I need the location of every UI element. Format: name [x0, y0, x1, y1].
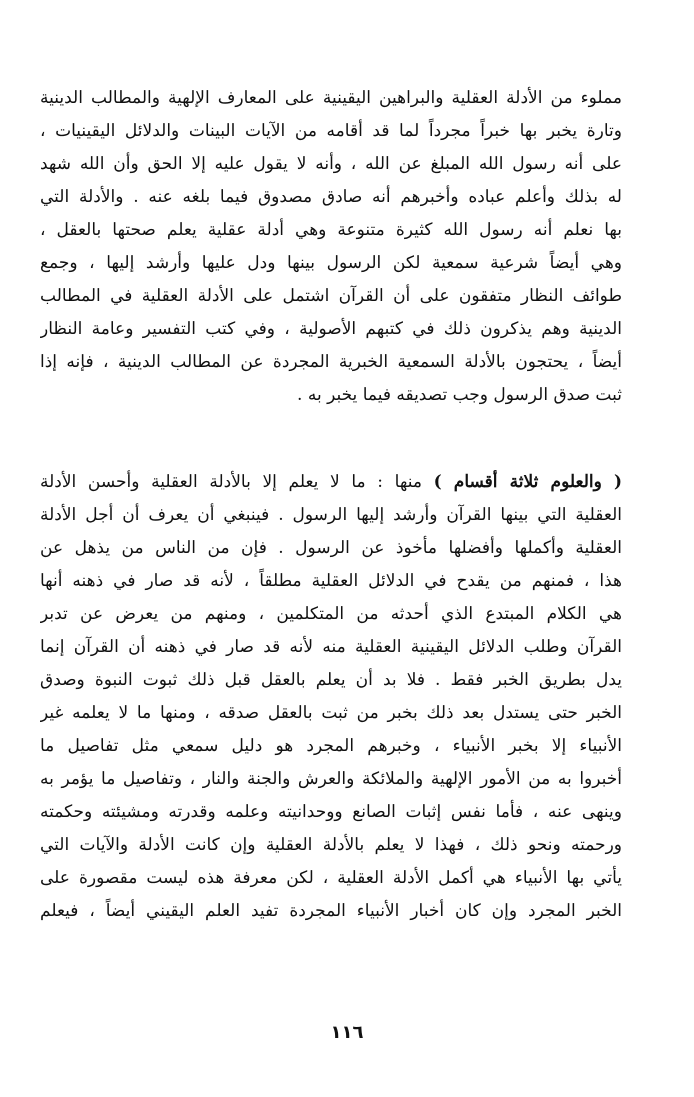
paragraph-line: له بذلك وأعلم عباده وأخبرهم أنه صادق مصدوق فيما بلغه عنه . والأدلة التي: [40, 187, 622, 207]
paragraph-line: وتارة يخبر بها خبراً مجرداً لما قد أقامه من الآيات البينات والدلائل اليقينيات ،: [40, 121, 622, 141]
paragraph-line: الخبر حتى يستدل بعد ذلك بخبر من ثبت بالعقل صدقه ، ومنها ما لا يعلمه غير: [40, 703, 622, 723]
paragraph-line: أخبروا به من الأمور الإلهية والملائكة والعرش والجنة والنار ، وتفاصيل ما يؤمر به: [40, 769, 622, 789]
page-number: ١١٦: [330, 1022, 364, 1043]
paragraph-line: هي الكلام المبتدع الذي أحدثه من المتكلمين ، ومنهم من يعرض عن تدبر: [40, 604, 622, 624]
paragraph-line: الخبر المجرد وإن كان أخبار الأنبياء المجردة تفيد العلم اليقيني أيضاً ، فيعلم: [40, 901, 622, 921]
paragraph-line: الدينية وهم يذكرون ذلك في كتبهم الأصولية ، وفي كتب التفسير وعامة النظار: [40, 319, 622, 339]
paragraph-line: وينهى عنه ، فأما نفس إثبات الصانع ووحدانيته وعلمه وقدرته ومشيئته وحكمته: [40, 802, 622, 822]
heading-continuation: منها : ما لا يعلم إلا بالأدلة العقلية وأحسن الأدلة: [40, 472, 422, 492]
paragraph-2: [40, 466, 622, 928]
paragraph-line: هذا ، فمنهم من يقدح في الدلائل العقلية مطلقاً ، لأنه قد صار في ذهنه أنها: [40, 571, 622, 591]
paragraph-first-line: [40, 466, 622, 499]
paragraph-1: [40, 82, 622, 412]
paragraph-line: الأنبياء إلا بخبر الأنبياء ، وخبرهم المجرد هو دليل سمعي مثل تفاصيل ما: [40, 736, 622, 756]
paragraph-line: طوائف النظار متفقون على أن القرآن اشتمل على الأدلة العقلية في المطالب: [40, 286, 622, 306]
paragraph-line: أيضاً ، يحتجون بالأدلة السمعية الخبرية المجردة عن المطالب الدينية ، فإنه إذا: [40, 352, 622, 372]
paragraph-line: على أنه رسول الله المبلغ عن الله ، وأنه لا يقول عليه إلا الحق وأن الله شهد: [40, 154, 622, 174]
paragraph-line: وهي أيضاً شرعية سمعية لكن الرسول بينها ودل عليها وأرشد إليها ، وجمع: [40, 253, 622, 273]
paragraph-line: القرآن وطلب الدلائل اليقينية العقلية منه لأنه قد صار في ذهنه أن القرآن إنما: [40, 637, 622, 657]
section-heading: ( والعلوم ثلاثة أقسام ): [433, 472, 622, 492]
paragraph-line: مملوء من الأدلة العقلية والبراهين اليقينية على المعارف الإلهية والمطالب الدينية: [40, 88, 622, 108]
paragraph-line: بها نعلم أنه رسول الله كثيرة متنوعة وهي أدلة عقلية يعلم صحتها بالعقل ،: [40, 220, 622, 240]
paragraph-line: يأتي بها الأنبياء هي أكمل الأدلة العقلية ، لكن معرفة هذه ليست مقصورة على: [40, 868, 622, 888]
paragraph-line: ثبت صدق الرسول وجب تصديقه فيما يخبر به .: [297, 385, 622, 405]
paragraph-line: يدل بطريق الخبر فقط . فلا بد أن يعلم بالعقل قبل ذلك ثبوت النبوة وصدق: [40, 670, 622, 690]
paragraph-line: العقلية التي بينها القرآن وأرشد إليها الرسول . فينبغي أن يعرف أن أجل الأدلة: [40, 505, 622, 525]
paragraph-line: العقلية وأكملها وأفضلها مأخوذ عن الرسول . فإن من الناس من يذهل عن: [40, 538, 622, 558]
paragraph-line: ورحمته ونحو ذلك ، فهذا لا يعلم بالأدلة العقلية وإن كانت الأدلة والآيات التي: [40, 835, 622, 855]
